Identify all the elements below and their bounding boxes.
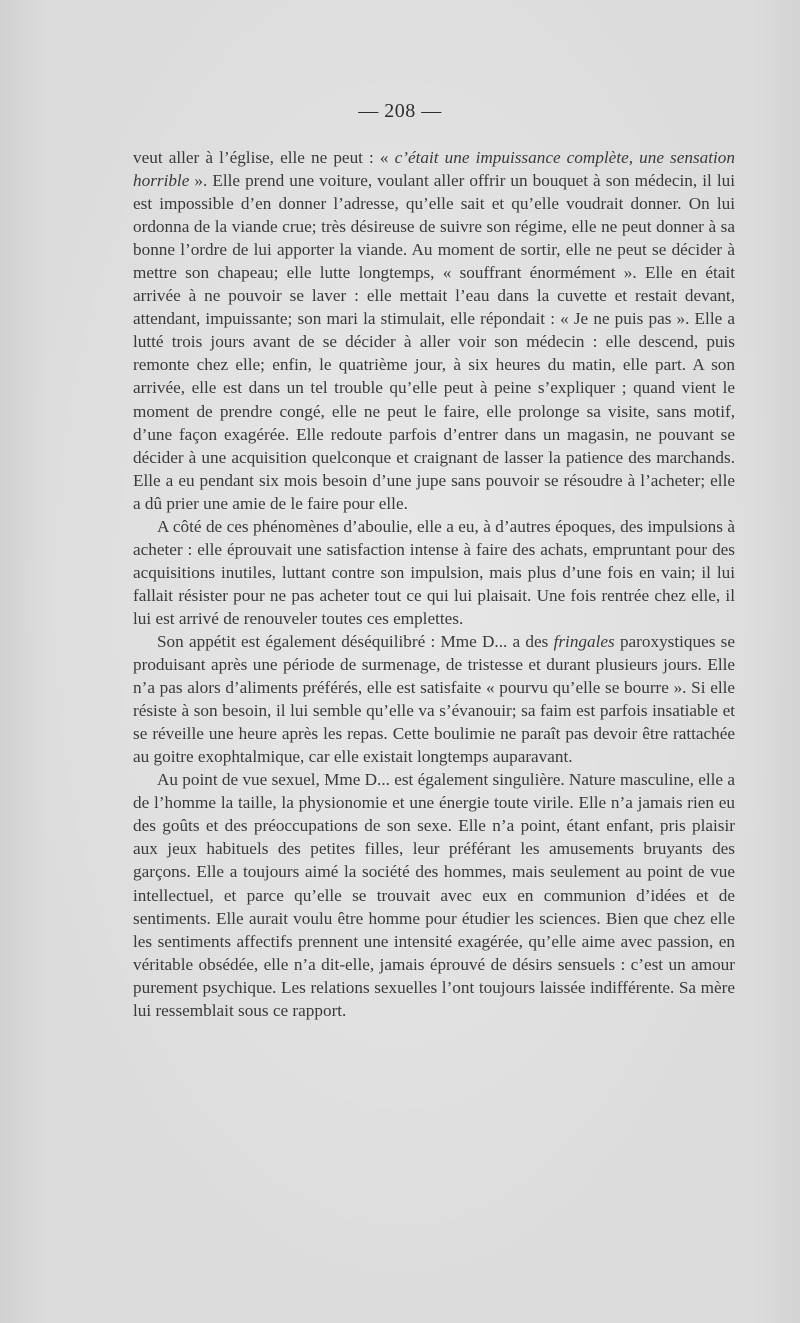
paragraph-1-text-1: veut aller à l’église, elle ne peut : «	[133, 148, 395, 167]
paragraph-2	[133, 515, 735, 630]
paragraph-1-italic-quote: c’était une impuissance complète, une sensation horrible	[133, 148, 735, 191]
body-text	[133, 146, 735, 1022]
paragraph-3-text-1: Son appétit est également déséquilibré : Mme D... a des	[157, 631, 554, 651]
paragraph-4	[133, 768, 735, 1022]
page-number: — 208 —	[358, 100, 442, 122]
paragraph-3-text-2: paroxystiques se produisant après une période de surmenage, de tristesse et durant plusieurs jours. Elle n’a pas alors d’aliments préférés, elle est satisfaite « pourvu qu’elle se bourre ». Si elle résiste à son besoin, il lui semble qu’elle va s’évanouir; sa faim est parfois insatiable et se réveille une heure après les repas. Cette boulimie ne paraît pas devoir être rattachée au goitre exophtalmique, car elle existait longtemps auparavant.	[133, 631, 735, 767]
paragraph-3	[133, 630, 735, 768]
paragraph-3-italic-term: fringales	[553, 631, 615, 651]
paragraph-4-text-1: Au point de vue sexuel, Mme D... est également singulière. Nature masculine, elle a de l’homme la taille, la physionomie et une énergie toute virile. Elle n’a jamais rien eu des goûts et des préoccupations de son sexe. Elle n’a point, étant enfant, pris plaisir aux jeux habituels des petites filles, leur préférant les amusements bruyants des garçons. Elle a toujours aimé la société des hommes, mais seulement au point de vue intellectuel, et parce qu’elle se trouvait avec eux en communion d’idées et de sentiments. Elle aurait voulu être homme pour étudier les sciences. Bien que chez elle les sentiments affectifs prennent une intensité exagérée, qu’elle aime avec passion, en véritable obsédée, elle n’a dit-elle, jamais éprouvé de désirs sensuels : c’est un amour purement psychique. Les relations sexuelles l’ont toujours laissée indifférente. Sa mère lui ressemblait sous ce rapport.	[133, 770, 735, 1020]
paragraph-2-text-1: A côté de ces phénomènes d’aboulie, elle a eu, à d’autres époques, des impulsions à acheter : elle éprouvait une satisfaction intense à faire des achats, empruntant pour des acquisitions inutiles, luttant contre son impulsion, mais plus d’une fois en vain; il lui fallait résister pour ne pas acheter tout ce qui lui plaisait. Une fois rentrée chez elle, il lui est arrivé de renouveler toutes ces emplettes.	[133, 516, 735, 628]
paragraph-1-text-2: ». Elle prend une voiture, voulant aller offrir un bouquet à son médecin, il lui est impossible d’en donner l’adresse, qu’elle sait et qu’elle voudrait donner. On lui ordonna de la viande crue; très désireuse de suivre son régime, elle ne peut donner à sa bonne l’ordre de lui apporter la viande. Au moment de sortir, elle ne peut se décider à mettre son chapeau; elle lutte longtemps, « souffrant énormément ». Elle en était arrivée à ne pouvoir se laver : elle mettait l’eau dans la cuvette et restait devant, attendant, impuissante; son mari la stimulait, elle répondait : « Je ne puis pas ». Elle a lutté trois jours avant de se décider à aller voir son médecin : elle descend, puis remonte chez elle; enfin, le quatrième jour, à six heures du matin, elle part. A son arrivée, elle est dans un tel trouble qu’elle peut à peine s’expliquer ; quand vient le moment de prendre congé, elle ne peut le faire, elle prolonge sa visite, sans motif, d’une façon exagérée. Elle redoute parfois d’entrer dans un magasin, ne pouvant se décider à une acquisition quelconque et craignant de lasser la patience des marchands. Elle a eu pendant six mois besoin d’une jupe sans pouvoir se résoudre à l’acheter; elle a dû prier une amie de le faire pour elle.	[133, 171, 735, 513]
paragraph-1	[133, 146, 735, 515]
